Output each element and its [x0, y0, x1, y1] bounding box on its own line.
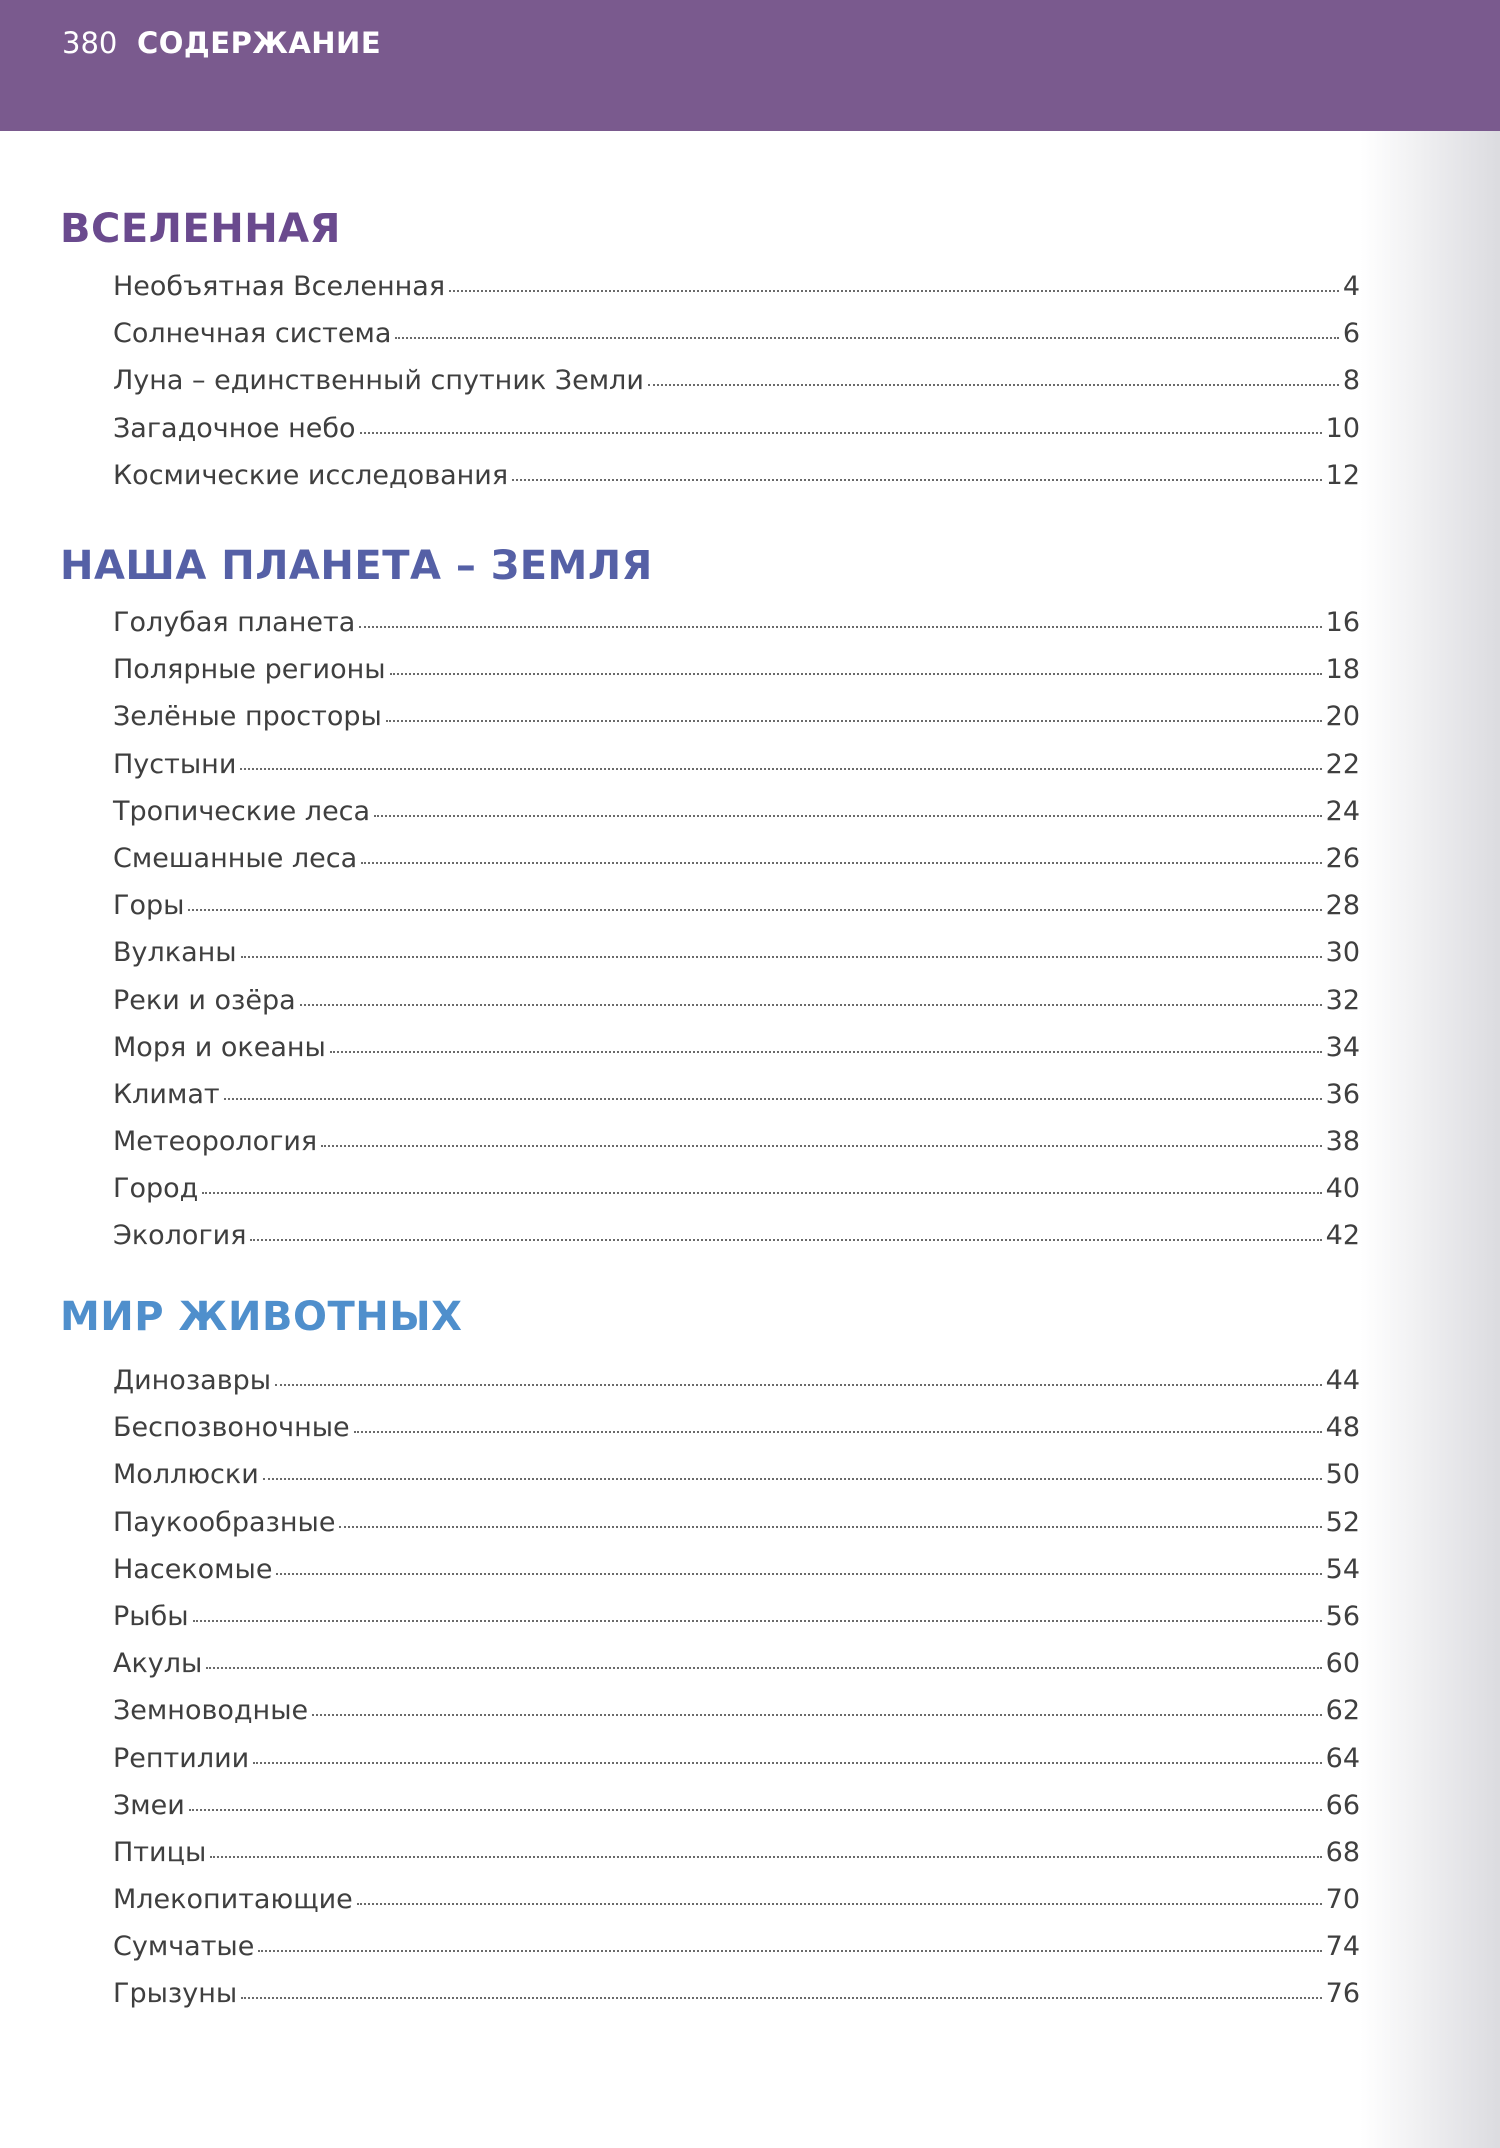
toc-entry-page: 26 — [1325, 842, 1360, 874]
toc-entry — [113, 1032, 1360, 1079]
section-title-planet-earth: НАША ПЛАНЕТА – ЗЕМЛЯ — [60, 543, 653, 589]
toc-entry-label: Смешанные леса — [113, 842, 358, 874]
dot-leader — [386, 718, 1322, 722]
dot-leader — [330, 1049, 1322, 1053]
toc-entry-page: 20 — [1325, 701, 1360, 733]
toc-entry-page: 28 — [1325, 890, 1360, 922]
toc-entry — [113, 1126, 1360, 1173]
dot-leader — [360, 430, 1322, 434]
toc-entry-label: Рыбы — [113, 1600, 189, 1632]
toc-entry-label: Млекопитающие — [113, 1884, 353, 1916]
toc-entry-label: Голубая планета — [113, 607, 356, 638]
toc-entry-page: 12 — [1325, 459, 1360, 491]
toc-list-universe — [113, 271, 1360, 507]
dot-leader — [241, 954, 1322, 958]
toc-entry — [113, 843, 1360, 890]
toc-entry-label: Насекомые — [113, 1553, 273, 1585]
dot-leader — [374, 813, 1322, 817]
toc-entry-page: 44 — [1325, 1365, 1360, 1396]
toc-entry-label: Космические исследования — [113, 459, 509, 491]
toc-entry-page: 8 — [1342, 365, 1360, 397]
toc-entry-label: Необъятная Вселенная — [113, 271, 446, 302]
toc-entry — [113, 796, 1360, 843]
toc-entry-label: Моллюски — [113, 1459, 259, 1491]
toc-entry — [113, 1790, 1360, 1837]
toc-entry — [113, 890, 1360, 937]
toc-entry-label: Сумчатые — [113, 1931, 255, 1963]
toc-entry-page: 24 — [1325, 795, 1360, 827]
toc-entry-page: 62 — [1325, 1695, 1360, 1727]
toc-entry — [113, 1978, 1360, 2025]
section-title-universe: ВСЕЛЕННАЯ — [60, 206, 341, 252]
dot-leader — [258, 1948, 1321, 1952]
toc-entry-label: Птицы — [113, 1836, 207, 1868]
toc-entry — [113, 749, 1360, 796]
dot-leader — [449, 288, 1339, 292]
toc-entry — [113, 318, 1360, 365]
dot-leader — [357, 1901, 1322, 1905]
toc-entry-label: Реки и озёра — [113, 984, 296, 1016]
page-number: 380 — [62, 26, 118, 60]
dot-leader — [224, 1096, 1322, 1100]
dot-leader — [253, 1760, 1321, 1764]
page-header — [0, 0, 1500, 131]
toc-entry — [113, 460, 1360, 507]
toc-entry-label: Климат — [113, 1078, 220, 1110]
toc-entry-label: Грызуны — [113, 1978, 238, 2010]
toc-entry-page: 10 — [1325, 412, 1360, 444]
toc-entry-page: 48 — [1325, 1412, 1360, 1444]
toc-entry-label: Зелёные просторы — [113, 701, 382, 733]
toc-list-animal-world — [113, 1365, 1360, 2026]
toc-list-planet-earth — [113, 607, 1360, 1268]
toc-entry-page: 52 — [1325, 1506, 1360, 1538]
toc-entry — [113, 1365, 1360, 1412]
toc-entry — [113, 1648, 1360, 1695]
dot-leader — [395, 335, 1338, 339]
dot-leader — [359, 624, 1321, 628]
dot-leader — [276, 1571, 1321, 1575]
dot-leader — [339, 1524, 1321, 1528]
toc-entry-label: Горы — [113, 890, 185, 922]
toc-entry-label: Солнечная система — [113, 318, 392, 350]
toc-entry-page: 54 — [1325, 1553, 1360, 1585]
toc-entry — [113, 1173, 1360, 1220]
toc-entry — [113, 365, 1360, 412]
toc-entry — [113, 1837, 1360, 1884]
toc-entry-label: Вулканы — [113, 937, 237, 969]
toc-entry-label: Динозавры — [113, 1365, 272, 1396]
toc-entry-label: Экология — [113, 1220, 247, 1252]
toc-entry-label: Земноводные — [113, 1695, 309, 1727]
toc-entry-page: 42 — [1325, 1220, 1360, 1252]
toc-entry — [113, 1459, 1360, 1506]
dot-leader — [206, 1665, 1321, 1669]
toc-entry-page: 40 — [1325, 1173, 1360, 1205]
toc-entry-label: Город — [113, 1173, 199, 1205]
toc-entry-label: Луна – единственный спутник Земли — [113, 365, 644, 397]
toc-entry-label: Паукообразные — [113, 1506, 336, 1538]
toc-entry — [113, 1695, 1360, 1742]
page-edge-shadow — [1360, 131, 1500, 2148]
dot-leader — [240, 766, 1321, 770]
toc-entry-page: 36 — [1325, 1078, 1360, 1110]
toc-entry — [113, 1079, 1360, 1126]
toc-entry — [113, 1554, 1360, 1601]
toc-entry — [113, 1884, 1360, 1931]
dot-leader — [189, 1807, 1322, 1811]
toc-entry-page: 38 — [1325, 1126, 1360, 1158]
toc-entry-page: 4 — [1342, 271, 1360, 302]
toc-entry-page: 68 — [1325, 1836, 1360, 1868]
toc-entry-label: Беспозвоночные — [113, 1412, 350, 1444]
toc-entry-page: 64 — [1325, 1742, 1360, 1774]
dot-leader — [648, 382, 1339, 386]
dot-leader — [193, 1618, 1322, 1622]
toc-entry — [113, 607, 1360, 654]
toc-entry — [113, 1220, 1360, 1267]
toc-entry-page: 32 — [1325, 984, 1360, 1016]
toc-entry-label: Метеорология — [113, 1126, 318, 1158]
dot-leader — [354, 1429, 1322, 1433]
dot-leader — [210, 1854, 1321, 1858]
toc-entry-page: 70 — [1325, 1884, 1360, 1916]
dot-leader — [390, 671, 1322, 675]
toc-entry — [113, 701, 1360, 748]
toc-entry-page: 76 — [1325, 1978, 1360, 2010]
dot-leader — [512, 477, 1322, 481]
toc-entry-label: Моря и океаны — [113, 1031, 326, 1063]
dot-leader — [300, 1002, 1322, 1006]
toc-entry — [113, 271, 1360, 318]
toc-entry-page: 66 — [1325, 1789, 1360, 1821]
toc-entry-page: 74 — [1325, 1931, 1360, 1963]
toc-entry — [113, 654, 1360, 701]
toc-entry-page: 56 — [1325, 1600, 1360, 1632]
toc-entry — [113, 1931, 1360, 1978]
dot-leader — [263, 1476, 1322, 1480]
toc-entry-page: 16 — [1325, 607, 1360, 638]
toc-entry — [113, 1507, 1360, 1554]
toc-entry-label: Тропические леса — [113, 795, 371, 827]
dot-leader — [250, 1237, 1321, 1241]
dot-leader — [361, 860, 1321, 864]
dot-leader — [202, 1190, 1321, 1194]
toc-entry-label: Акулы — [113, 1648, 203, 1680]
toc-entry — [113, 1412, 1360, 1459]
dot-leader — [241, 1995, 1321, 1999]
dot-leader — [312, 1712, 1321, 1716]
page-title: СОДЕРЖАНИЕ — [137, 26, 382, 60]
toc-entry — [113, 985, 1360, 1032]
toc-entry-label: Загадочное небо — [113, 412, 356, 444]
toc-entry-label: Полярные регионы — [113, 654, 386, 686]
dot-leader — [321, 1143, 1321, 1147]
toc-entry-page: 22 — [1325, 748, 1360, 780]
toc-entry-page: 50 — [1325, 1459, 1360, 1491]
toc-entry-label: Змеи — [113, 1789, 185, 1821]
toc-entry-page: 34 — [1325, 1031, 1360, 1063]
section-title-animal-world: МИР ЖИВОТНЫХ — [60, 1294, 463, 1340]
toc-entry — [113, 1601, 1360, 1648]
dot-leader — [275, 1382, 1322, 1386]
toc-entry-page: 6 — [1342, 318, 1360, 350]
toc-entry-page: 30 — [1325, 937, 1360, 969]
toc-entry — [113, 937, 1360, 984]
toc-entry-page: 18 — [1325, 654, 1360, 686]
toc-entry-label: Рептилии — [113, 1742, 250, 1774]
toc-entry-page: 60 — [1325, 1648, 1360, 1680]
toc-entry-label: Пустыни — [113, 748, 237, 780]
toc-entry — [113, 413, 1360, 460]
toc-entry — [113, 1743, 1360, 1790]
dot-leader — [188, 907, 1321, 911]
